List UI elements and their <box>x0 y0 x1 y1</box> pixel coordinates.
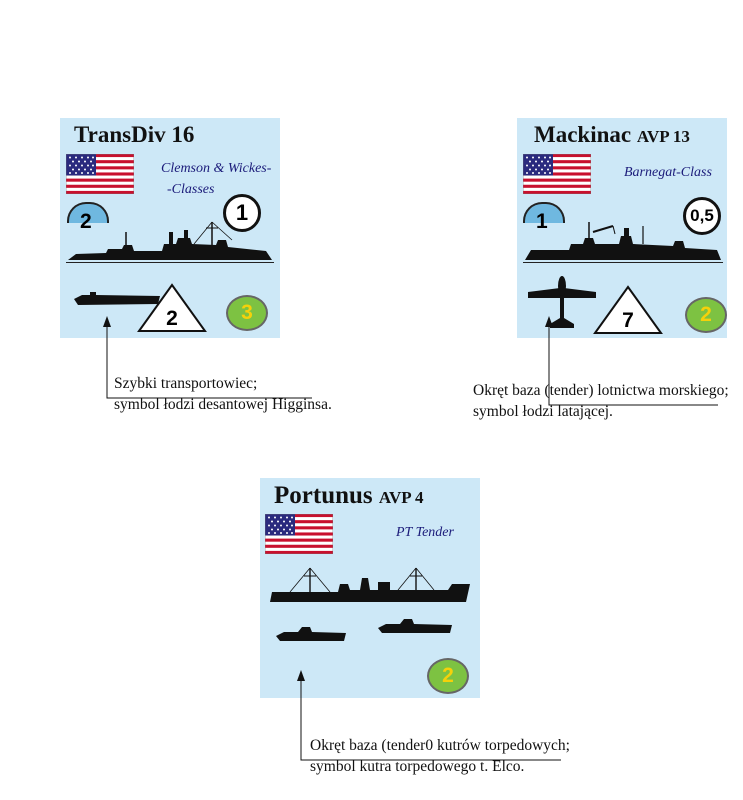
counter-name: Mackinac AVP 13 <box>534 122 690 147</box>
quality-oval: 2 <box>685 297 727 333</box>
ship-class-label: Barnegat-Class <box>624 165 712 180</box>
speed-value: 2 <box>80 210 92 233</box>
defense-value: 2 <box>166 307 178 330</box>
ship-class-label: Clemson & Wickes- -Classes <box>161 161 272 197</box>
attack-circle: 1 <box>223 194 261 232</box>
speed-value: 1 <box>536 210 548 233</box>
ship-class-label: PT Tender <box>396 525 454 540</box>
annotation-mackinac: Okręt baza (tender) lotnictwa morskiego; symbol łodzi latającej. <box>473 382 729 420</box>
annotation-transdiv: Szybki transportowiec; symbol łodzi desantowej Higginsa. <box>114 375 332 413</box>
attack-circle: 0,5 <box>683 197 721 235</box>
annotation-portunus: Okręt baza (tender0 kutrów torpedowych; symbol kutra torpedowego t. Elco. <box>310 737 570 775</box>
counter-name: TransDiv 16 <box>74 122 195 147</box>
quality-oval: 2 <box>427 658 469 694</box>
quality-oval: 3 <box>226 295 268 331</box>
counter-name: Portunus AVP 4 <box>274 482 424 509</box>
defense-value: 7 <box>622 309 634 332</box>
